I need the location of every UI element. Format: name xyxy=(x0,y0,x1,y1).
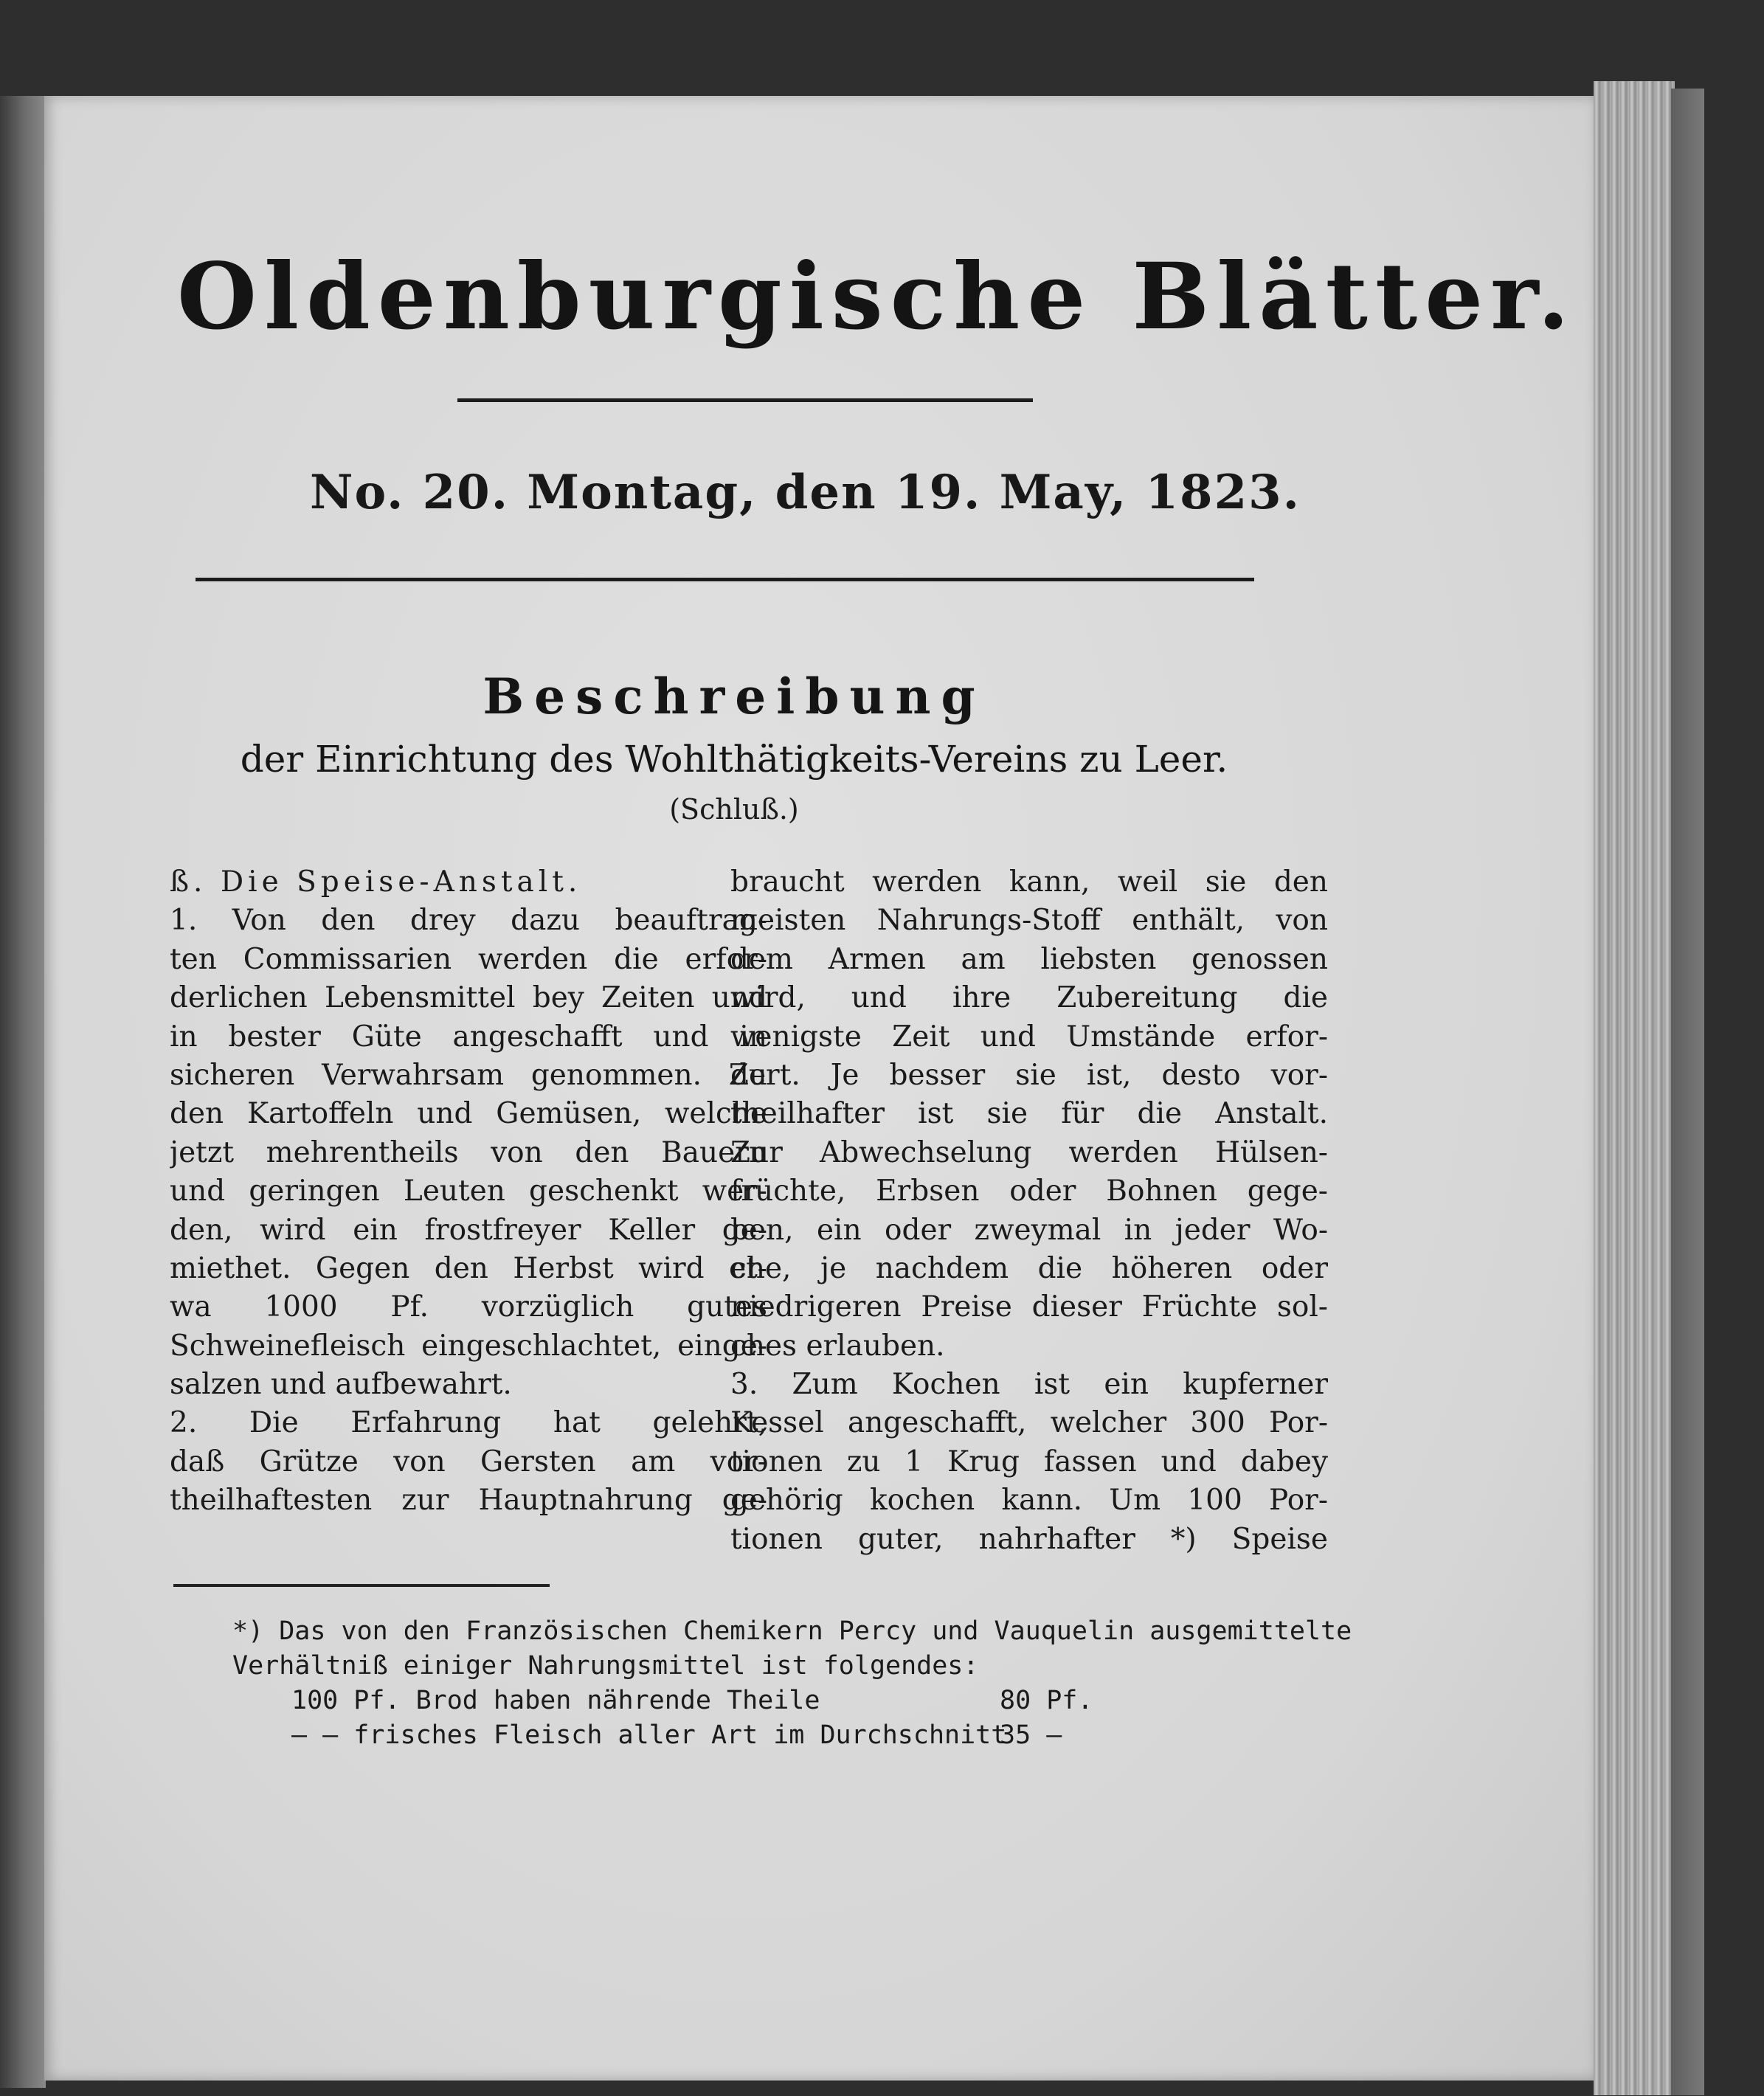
section-heading: ß. Die Speise-Anstalt. xyxy=(170,865,582,899)
text-line: salzen und aufbewahrt. xyxy=(170,1368,512,1402)
page-stack-edge xyxy=(1594,81,1675,2095)
issue-rule xyxy=(196,578,1254,581)
text-line: dert. Je besser sie ist, desto vor- xyxy=(730,1058,1328,1092)
text-line: theilhafter ist sie für die Anstalt. xyxy=(730,1097,1328,1131)
book-cover-edge xyxy=(1671,89,1704,2095)
text-line: braucht werden kann, weil sie den xyxy=(730,865,1328,899)
footnote-rule xyxy=(173,1584,550,1587)
left-column xyxy=(170,863,767,1521)
footnote-line: Verhältniß einiger Nahrungsmittel ist folgendes: xyxy=(232,1651,979,1681)
text-line: wenigste Zeit und Umstände erfor- xyxy=(730,1020,1328,1054)
article-title: Beschreibung xyxy=(482,668,986,725)
text-line: jetzt mehrentheils von den Bauern xyxy=(170,1135,767,1169)
text-line: in bester Güte angeschafft und in xyxy=(170,1020,767,1054)
text-line: ben, ein oder zweymal in jeder Wo- xyxy=(730,1213,1328,1247)
text-line: den, wird ein frostfreyer Keller ge- xyxy=(170,1213,767,1247)
text-line: früchte, Erbsen oder Bohnen gege- xyxy=(730,1175,1328,1208)
text-line: 1. Von den drey dazu beauftrag- xyxy=(170,904,767,938)
row-value: 35 — xyxy=(1000,1720,1062,1750)
text-line: ten Commissarien werden die erfor- xyxy=(170,942,767,976)
row-label: 100 Pf. Brod haben nährende Theile xyxy=(291,1686,820,1715)
text-line: und geringen Leuten geschenkt wer- xyxy=(170,1175,767,1208)
text-line: tionen guter, nahrhafter *) Speise xyxy=(730,1522,1328,1556)
text-line: daß Grütze von Gersten am vor- xyxy=(170,1445,767,1478)
footnote xyxy=(232,1614,1352,1753)
masthead-title: Oldenburgische Blätter. xyxy=(177,243,1577,350)
text-line: tionen zu 1 Krug fassen und dabey xyxy=(730,1445,1328,1478)
text-line: theilhaftesten zur Hauptnahrung ge- xyxy=(170,1484,767,1518)
text-line: Zur Abwechselung werden Hülsen- xyxy=(730,1135,1328,1169)
text-line: Kessel angeschafft, welcher 300 Por- xyxy=(730,1406,1328,1440)
text-line: niedrigeren Preise dieser Früchte sol- xyxy=(730,1290,1328,1324)
issue-line: No. 20. Montag, den 19. May, 1823. xyxy=(310,465,1301,520)
text-line: miethet. Gegen den Herbst wird et- xyxy=(170,1251,767,1285)
text-line: Schweinefleisch eingeschlachtet, einge- xyxy=(170,1329,767,1363)
text-line: che, je nachdem die höheren oder xyxy=(730,1251,1328,1285)
text-line: 2. Die Erfahrung hat gelehrt, xyxy=(170,1406,767,1440)
text-line: ches erlauben. xyxy=(730,1329,945,1363)
text-line: meisten Nahrungs-Stoff enthält, von xyxy=(730,904,1328,938)
footnote-table-row xyxy=(232,1684,1265,1718)
text-line: dem Armen am liebsten genossen xyxy=(730,942,1328,976)
text-line: wa 1000 Pf. vorzüglich gutes xyxy=(170,1290,767,1324)
text-line: 3. Zum Kochen ist ein kupferner xyxy=(730,1368,1328,1402)
left-page-edge xyxy=(0,96,46,2088)
article-continuation-note: (Schluß.) xyxy=(669,793,799,826)
footnote-line: *) Das von den Französischen Chemikern Percy und Vauquelin ausgemittelte xyxy=(232,1616,1352,1646)
row-value: 80 Pf. xyxy=(1000,1686,1093,1715)
footnote-table-row xyxy=(232,1718,1265,1753)
text-line: den Kartoffeln und Gemüsen, welche xyxy=(170,1097,767,1131)
row-label: — — frisches Fleisch aller Art im Durchschnitt xyxy=(291,1720,1007,1750)
text-line: sicheren Verwahrsam genommen. Zu xyxy=(170,1058,767,1092)
masthead-rule xyxy=(457,398,1033,402)
right-column xyxy=(730,863,1328,1559)
text-line: derlichen Lebensmittel bey Zeiten und xyxy=(170,981,767,1015)
text-line: wird, und ihre Zubereitung die xyxy=(730,981,1328,1015)
text-line: gehörig kochen kann. Um 100 Por- xyxy=(730,1484,1328,1518)
article-subtitle: der Einrichtung des Wohlthätigkeits-Vereins zu Leer. xyxy=(240,738,1228,781)
